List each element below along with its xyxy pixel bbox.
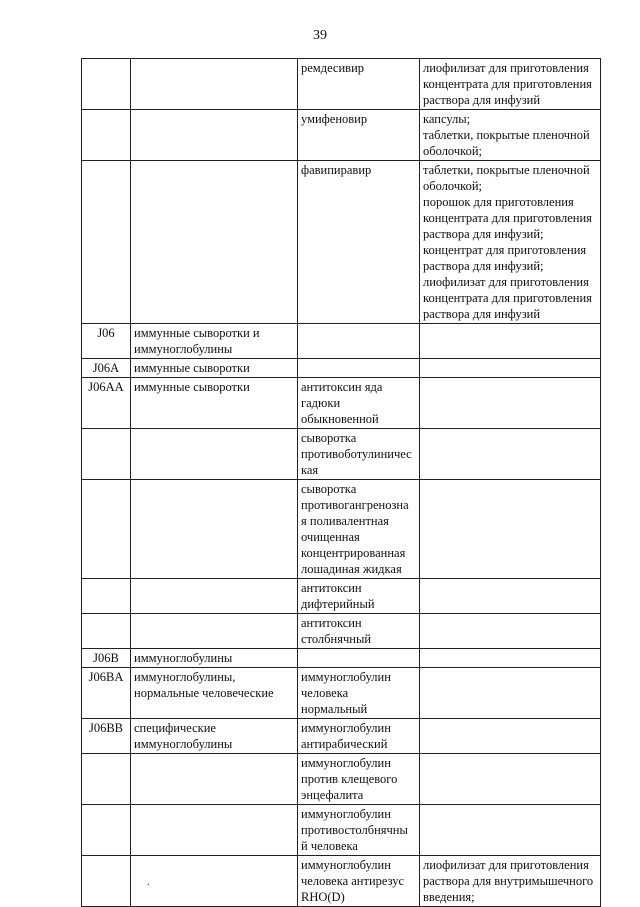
- atc-group-cell: иммунные сыворотки и иммуноглобулины: [131, 324, 298, 359]
- drug-name-cell: антитоксин столбнячный: [298, 614, 420, 649]
- atc-group-cell: [131, 161, 298, 324]
- drug-name-cell: иммуноглобулин человека антирезус RHO(D): [298, 856, 420, 907]
- atc-code-cell: [82, 579, 131, 614]
- table-row: [82, 668, 601, 719]
- atc-group-cell: [131, 59, 298, 110]
- drug-name-cell: антитоксин дифтерийный: [298, 579, 420, 614]
- atc-group-cell: [131, 754, 298, 805]
- dosage-form-cell: [420, 754, 601, 805]
- atc-code-cell: [82, 480, 131, 579]
- drug-name-cell: антитоксин яда гадюки обыкновенной: [298, 378, 420, 429]
- dosage-form-cell: [420, 359, 601, 378]
- drug-name-cell: умифеновир: [298, 110, 420, 161]
- table-row: [82, 359, 601, 378]
- atc-code-cell: J06A: [82, 359, 131, 378]
- atc-code-cell: J06AA: [82, 378, 131, 429]
- table-row: [82, 614, 601, 649]
- atc-group-cell: иммунные сыворотки: [131, 359, 298, 378]
- dosage-form-cell: [420, 324, 601, 359]
- dosage-form-cell: таблетки, покрытые пленочной оболочкой; порошок для приготовления концентрата для приготовления раствора для инфузий; концентрат для приготовления раствора для инфузий; лиофилизат для приготовления концентрата для приготовления раствора для инфузий: [420, 161, 601, 324]
- table-row: [82, 579, 601, 614]
- dosage-form-cell: [420, 480, 601, 579]
- atc-group-cell: иммуноглобулины: [131, 649, 298, 668]
- atc-group-cell: [131, 429, 298, 480]
- drug-name-cell: иммуноглобулин человека нормальный: [298, 668, 420, 719]
- dosage-form-cell: капсулы; таблетки, покрытые пленочной оболочкой;: [420, 110, 601, 161]
- atc-code-cell: J06BA: [82, 668, 131, 719]
- drug-name-cell: [298, 649, 420, 668]
- dosage-form-cell: [420, 614, 601, 649]
- drug-list-table: [81, 58, 601, 907]
- atc-group-cell: [131, 856, 298, 907]
- atc-group-cell: иммунные сыворотки: [131, 378, 298, 429]
- table-row: [82, 649, 601, 668]
- drug-name-cell: иммуноглобулин противостолбнячны й человека: [298, 805, 420, 856]
- atc-group-cell: [131, 110, 298, 161]
- dosage-form-cell: [420, 579, 601, 614]
- footer-mark: .: [147, 877, 150, 888]
- dosage-form-cell: [420, 649, 601, 668]
- atc-code-cell: [82, 856, 131, 907]
- dosage-form-cell: лиофилизат для приготовления концентрата для приготовления раствора для инфузий: [420, 59, 601, 110]
- drug-name-cell: [298, 324, 420, 359]
- atc-code-cell: J06: [82, 324, 131, 359]
- table-row: [82, 378, 601, 429]
- table-row: [82, 480, 601, 579]
- drug-name-cell: иммуноглобулин антирабический: [298, 719, 420, 754]
- atc-code-cell: [82, 429, 131, 480]
- atc-code-cell: [82, 754, 131, 805]
- drug-name-cell: фавипиравир: [298, 161, 420, 324]
- atc-group-cell: [131, 480, 298, 579]
- table-row: [82, 429, 601, 480]
- drug-name-cell: сыворотка противоботулиничес кая: [298, 429, 420, 480]
- dosage-form-cell: лиофилизат для приготовления раствора для внутримышечного введения;: [420, 856, 601, 907]
- atc-group-cell: [131, 614, 298, 649]
- drug-name-cell: ремдесивир: [298, 59, 420, 110]
- drug-name-cell: сыворотка противогангренозна я поливалентная очищенная концентрированная лошадиная жидкая: [298, 480, 420, 579]
- table-row: [82, 719, 601, 754]
- table-row: [82, 856, 601, 907]
- atc-code-cell: J06B: [82, 649, 131, 668]
- dosage-form-cell: [420, 429, 601, 480]
- table-row: [82, 161, 601, 324]
- atc-group-cell: иммуноглобулины, нормальные человеческие: [131, 668, 298, 719]
- atc-group-cell: специфические иммуноглобулины: [131, 719, 298, 754]
- drug-name-cell: [298, 359, 420, 378]
- table-row: [82, 805, 601, 856]
- dosage-form-cell: [420, 668, 601, 719]
- table-row: [82, 110, 601, 161]
- dosage-form-cell: [420, 378, 601, 429]
- atc-code-cell: [82, 59, 131, 110]
- atc-code-cell: J06BB: [82, 719, 131, 754]
- atc-code-cell: [82, 614, 131, 649]
- table-row: [82, 59, 601, 110]
- atc-group-cell: [131, 805, 298, 856]
- atc-group-cell: [131, 579, 298, 614]
- table-row: [82, 324, 601, 359]
- atc-code-cell: [82, 110, 131, 161]
- dosage-form-cell: [420, 805, 601, 856]
- atc-code-cell: [82, 161, 131, 324]
- page-number: 39: [313, 28, 327, 43]
- dosage-form-cell: [420, 719, 601, 754]
- table-row: [82, 754, 601, 805]
- atc-code-cell: [82, 805, 131, 856]
- drug-name-cell: иммуноглобулин против клещевого энцефалита: [298, 754, 420, 805]
